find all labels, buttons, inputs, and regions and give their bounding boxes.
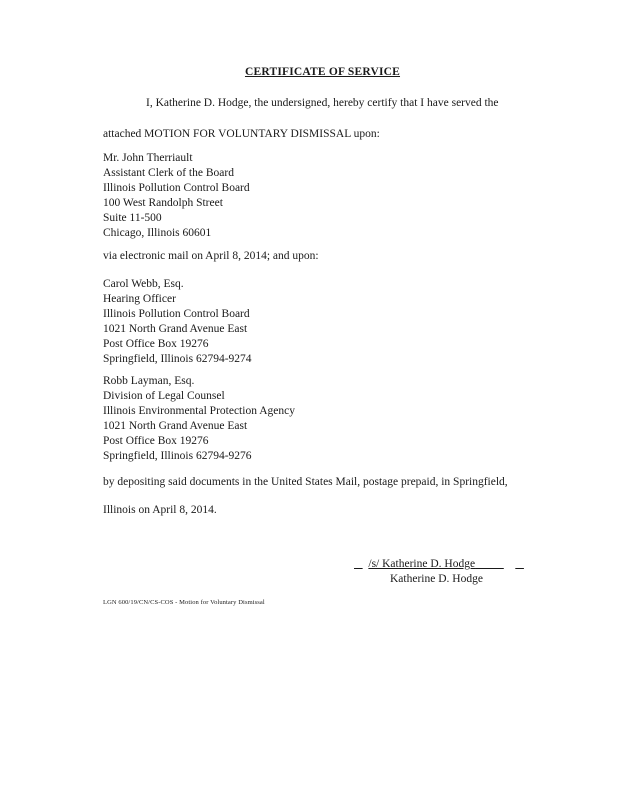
address-line: Springfield, Illinois 62794-9276 <box>103 450 252 462</box>
address-line: Post Office Box 19276 <box>103 435 209 447</box>
address-line: 1021 North Grand Avenue East <box>103 420 248 432</box>
signature-line <box>354 558 524 570</box>
address-line: Carol Webb, Esq. <box>103 278 184 290</box>
document-title: CERTIFICATE OF SERVICE <box>244 66 401 78</box>
address-line: Hearing Officer <box>103 293 176 305</box>
service-method-electronic: via electronic mail on April 8, 2014; and upon: <box>103 250 319 262</box>
address-line: Robb Layman, Esq. <box>103 375 195 387</box>
signature-blank-right <box>515 558 524 570</box>
address-line: Suite 11-500 <box>103 212 162 224</box>
signature: /s/ Katherine D. Hodge <box>368 558 476 570</box>
recipient-address-2 <box>103 277 252 367</box>
signer-printed-name: Katherine D. Hodge <box>390 573 483 585</box>
address-line: Post Office Box 19276 <box>103 338 209 350</box>
address-line: Illinois Pollution Control Board <box>103 308 250 320</box>
address-line: Division of Legal Counsel <box>103 390 225 402</box>
closing-line-1: by depositing said documents in the United States Mail, postage prepaid, in Springfield, <box>103 476 508 488</box>
address-line: Assistant Clerk of the Board <box>103 167 234 179</box>
address-line: Illinois Pollution Control Board <box>103 182 250 194</box>
document-footer: LGN 600/19/CN/CS-COS - Motion for Voluntary Dismissal <box>103 599 265 606</box>
closing-line-2: Illinois on April 8, 2014. <box>103 504 217 516</box>
address-line: 100 West Randolph Street <box>103 197 223 209</box>
address-line: Springfield, Illinois 62794-9274 <box>103 353 252 365</box>
address-line: Illinois Environmental Protection Agency <box>103 405 295 417</box>
intro-line-2: attached MOTION FOR VOLUNTARY DISMISSAL upon: <box>103 128 380 140</box>
address-line: Chicago, Illinois 60601 <box>103 227 212 239</box>
address-line: 1021 North Grand Avenue East <box>103 323 248 335</box>
signature-blank-left <box>354 558 363 570</box>
intro-line-1: I, Katherine D. Hodge, the undersigned, hereby certify that I have served the <box>146 97 499 109</box>
recipient-address-3 <box>103 374 295 464</box>
address-line: Mr. John Therriault <box>103 152 193 164</box>
recipient-address-1 <box>103 151 250 241</box>
